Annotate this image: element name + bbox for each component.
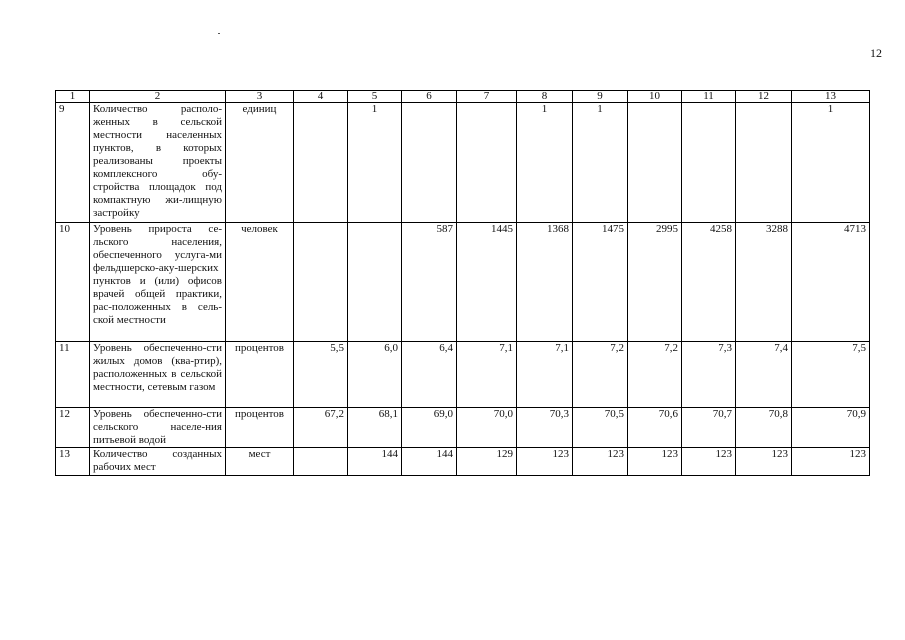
header-cell: 13 (792, 91, 870, 103)
indicators-table (55, 90, 870, 476)
row-number: 10 (56, 223, 90, 342)
value-cell (457, 103, 517, 223)
value-cell: 68,1 (348, 408, 402, 448)
value-cell: 7,2 (573, 342, 628, 408)
value-cell: 123 (628, 448, 682, 476)
header-cell: 6 (402, 91, 457, 103)
unit-cell: мест (226, 448, 294, 476)
table-row (56, 223, 870, 342)
value-cell: 7,1 (517, 342, 573, 408)
indicator-name: Уровень обеспеченно-сти жилых домов (ква-ртир), расположенных в сельской местности, сетевым газом (90, 342, 226, 408)
header-cell: 7 (457, 91, 517, 103)
value-cell: 70,3 (517, 408, 573, 448)
header-cell: 11 (682, 91, 736, 103)
value-cell: 1475 (573, 223, 628, 342)
unit-cell: человек (226, 223, 294, 342)
indicator-name: Уровень прироста се-льского населения, обеспеченного услуга-ми фельдшерско-аку-шерских пунктов и (или) офисов врачей общей практики, рас-положенных в сель-ской местности (90, 223, 226, 342)
value-cell (294, 448, 348, 476)
value-cell: 70,7 (682, 408, 736, 448)
value-cell: 123 (736, 448, 792, 476)
value-cell: 123 (792, 448, 870, 476)
value-cell: 67,2 (294, 408, 348, 448)
value-cell: 1368 (517, 223, 573, 342)
header-cell: 1 (56, 91, 90, 103)
header-row (56, 91, 870, 103)
value-cell: 4713 (792, 223, 870, 342)
value-cell: 144 (348, 448, 402, 476)
indicator-name: Количество располо-женных в сельской местности населенных пунктов, в которых реализованы проекты комплексного обу-стройства площадок под компактную жи-лищную застройку (90, 103, 226, 223)
table-row (56, 448, 870, 476)
table-row (56, 342, 870, 408)
row-number: 12 (56, 408, 90, 448)
header-cell: 2 (90, 91, 226, 103)
value-cell: 1 (573, 103, 628, 223)
header-cell: 8 (517, 91, 573, 103)
value-cell: 144 (402, 448, 457, 476)
value-cell: 70,5 (573, 408, 628, 448)
value-cell: 70,8 (736, 408, 792, 448)
page-number: 12 (870, 46, 882, 60)
value-cell: 2995 (628, 223, 682, 342)
header-cell: 3 (226, 91, 294, 103)
value-cell: 70,9 (792, 408, 870, 448)
row-number: 11 (56, 342, 90, 408)
value-cell: 7,4 (736, 342, 792, 408)
table-row (56, 103, 870, 223)
header-cell: 10 (628, 91, 682, 103)
value-cell: 123 (517, 448, 573, 476)
value-cell (294, 103, 348, 223)
value-cell: 587 (402, 223, 457, 342)
value-cell (628, 103, 682, 223)
indicator-name: Уровень обеспеченно-сти сельского населе-ния питьевой водой (90, 408, 226, 448)
scan-speck (218, 33, 220, 34)
value-cell: 1 (517, 103, 573, 223)
unit-cell: процентов (226, 342, 294, 408)
unit-cell: процентов (226, 408, 294, 448)
value-cell: 70,6 (628, 408, 682, 448)
value-cell: 4258 (682, 223, 736, 342)
unit-cell: единиц (226, 103, 294, 223)
value-cell: 123 (682, 448, 736, 476)
row-number: 13 (56, 448, 90, 476)
value-cell: 7,3 (682, 342, 736, 408)
value-cell (736, 103, 792, 223)
value-cell: 7,5 (792, 342, 870, 408)
value-cell: 1 (348, 103, 402, 223)
table-body (56, 91, 870, 476)
value-cell (402, 103, 457, 223)
header-cell: 4 (294, 91, 348, 103)
value-cell: 5,5 (294, 342, 348, 408)
value-cell: 70,0 (457, 408, 517, 448)
value-cell: 123 (573, 448, 628, 476)
value-cell: 129 (457, 448, 517, 476)
value-cell: 3288 (736, 223, 792, 342)
indicator-name: Количество созданных рабочих мест (90, 448, 226, 476)
value-cell: 7,2 (628, 342, 682, 408)
header-cell: 9 (573, 91, 628, 103)
value-cell (294, 223, 348, 342)
table-row (56, 408, 870, 448)
header-cell: 12 (736, 91, 792, 103)
value-cell: 6,0 (348, 342, 402, 408)
row-number: 9 (56, 103, 90, 223)
value-cell (682, 103, 736, 223)
value-cell: 6,4 (402, 342, 457, 408)
header-cell: 5 (348, 91, 402, 103)
value-cell (348, 223, 402, 342)
value-cell: 1445 (457, 223, 517, 342)
value-cell: 1 (792, 103, 870, 223)
value-cell: 7,1 (457, 342, 517, 408)
value-cell: 69,0 (402, 408, 457, 448)
